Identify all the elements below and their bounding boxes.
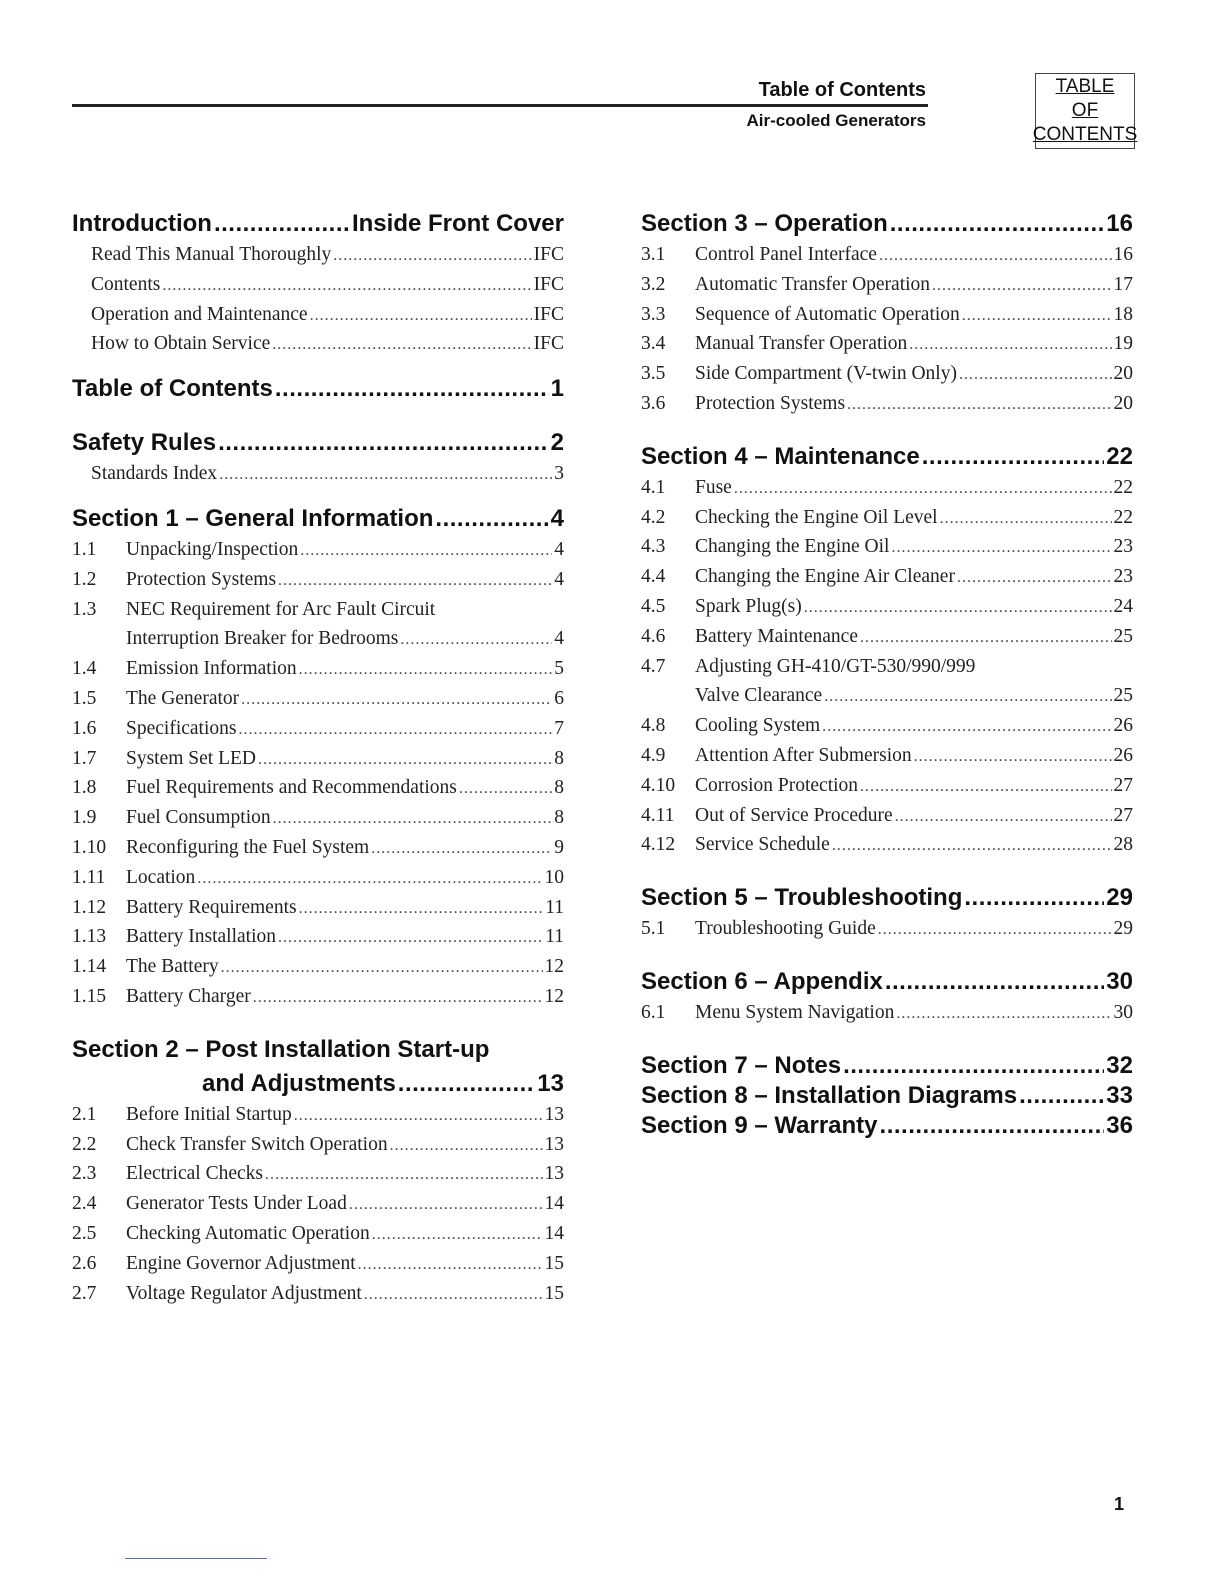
toc-item-continued[interactable] [72, 628, 564, 658]
item-page: IFC [533, 303, 564, 325]
section-title: Introduction [72, 210, 212, 237]
item-page: 22 [1113, 476, 1133, 498]
item-label: Protection Systems [126, 568, 277, 590]
toc-item[interactable] [72, 807, 564, 837]
toc-item[interactable] [641, 918, 1133, 948]
toc-item[interactable] [72, 244, 564, 274]
item-page: 22 [1113, 506, 1133, 528]
item-label: NEC Requirement for Arc Fault Circuit [126, 598, 436, 620]
item-number: 4.7 [641, 655, 666, 677]
toc-item[interactable] [72, 1253, 564, 1283]
item-page: IFC [533, 333, 564, 355]
item-label: Service Schedule [695, 834, 830, 856]
toc-item[interactable] [72, 867, 564, 897]
toc-item[interactable] [72, 1163, 564, 1193]
item-number: 1.11 [72, 866, 106, 888]
item-label: Before Initial Startup [126, 1103, 292, 1125]
item-page: 29 [1113, 918, 1133, 940]
toc-item[interactable] [72, 837, 564, 867]
item-page: 10 [544, 866, 564, 888]
item-number: 4.12 [641, 834, 676, 856]
item-number: 2.2 [72, 1133, 97, 1155]
toc-item[interactable] [72, 688, 564, 718]
toc-item[interactable] [641, 333, 1133, 363]
item-label: Troubleshooting Guide [695, 918, 876, 940]
section-title: Section 2 – Post Installation Start-up [72, 1035, 490, 1063]
section-page: Inside Front Cover [351, 210, 564, 237]
toc-item[interactable] [72, 1193, 564, 1223]
tab-line-3: CONTENTS [1032, 124, 1138, 145]
item-number: 6.1 [641, 1001, 666, 1023]
item-number: 2.6 [72, 1252, 97, 1274]
toc-section-introduction[interactable] [72, 210, 564, 244]
item-number: 4.10 [641, 774, 676, 796]
item-label: Contents [91, 273, 161, 295]
item-label: Fuel Consumption [126, 807, 271, 829]
item-page: 23 [1113, 566, 1133, 588]
toc-item[interactable] [641, 834, 1133, 864]
item-number: 5.1 [641, 918, 666, 940]
toc-right-column [641, 210, 1133, 1142]
item-label: Out of Service Procedure [695, 804, 893, 826]
item-number: 1.1 [72, 538, 97, 560]
toc-item[interactable] [72, 569, 564, 599]
toc-item[interactable] [72, 658, 564, 688]
toc-item[interactable] [641, 363, 1133, 393]
item-label: Automatic Transfer Operation [695, 273, 931, 295]
section-page: 32 [1106, 1051, 1133, 1079]
item-page: 7 [554, 717, 564, 739]
item-page: 14 [544, 1222, 564, 1244]
item-number: 1.5 [72, 687, 97, 709]
item-number: 4.11 [641, 804, 675, 826]
toc-item[interactable] [641, 805, 1133, 835]
section-title: Section 6 – Appendix [641, 967, 883, 995]
section-title: Section 8 – Installation Diagrams [641, 1081, 1018, 1109]
item-number: 3.4 [641, 333, 666, 355]
item-label: Control Panel Interface [695, 244, 877, 265]
item-page: 11 [545, 896, 564, 918]
item-page: 24 [1113, 595, 1133, 617]
item-number: 2.5 [72, 1222, 97, 1244]
toc-item[interactable] [641, 775, 1133, 805]
item-label: Operation and Maintenance [91, 303, 308, 325]
toc-item[interactable] [641, 507, 1133, 537]
item-page: 13 [544, 1133, 564, 1155]
item-number: 1.4 [72, 658, 97, 680]
toc-item[interactable] [641, 715, 1133, 745]
item-label: Cooling System [695, 715, 821, 737]
item-number: 1.7 [72, 747, 97, 769]
item-number: 4.4 [641, 566, 666, 588]
item-page: 8 [554, 807, 564, 829]
item-number: 1.2 [72, 568, 97, 590]
item-label: Emission Information [126, 658, 297, 680]
item-page: 9 [554, 836, 564, 858]
item-page: 20 [1113, 363, 1133, 385]
item-page: 14 [544, 1193, 564, 1215]
item-number: 1.3 [72, 598, 97, 620]
toc-item[interactable] [72, 304, 564, 334]
item-label: Battery Charger [126, 985, 251, 1007]
toc-section-safety-rules[interactable] [72, 429, 564, 463]
toc-item[interactable] [641, 274, 1133, 304]
item-page: 28 [1113, 834, 1133, 856]
item-page: 13 [544, 1103, 564, 1125]
section-page: 22 [1106, 442, 1133, 470]
item-number: 4.3 [641, 536, 666, 558]
item-number: 2.3 [72, 1163, 97, 1185]
toc-item-continued[interactable] [641, 685, 1133, 715]
section-page: 13 [537, 1069, 564, 1097]
section-title: Section 7 – Notes [641, 1051, 842, 1079]
item-number: 1.6 [72, 717, 97, 739]
item-page: 18 [1113, 303, 1133, 325]
item-number: 2.1 [72, 1103, 97, 1125]
item-label: Electrical Checks [126, 1163, 263, 1185]
section-title: Section 5 – Troubleshooting [641, 884, 963, 912]
section-title: Section 4 – Maintenance [641, 442, 920, 470]
tab-line-2: OF [1071, 100, 1099, 121]
toc-item[interactable] [72, 718, 564, 748]
page-number: 1 [1114, 1494, 1125, 1514]
toc-section-6[interactable] [641, 968, 1133, 1002]
item-number: 2.7 [72, 1282, 97, 1304]
item-number: 3.6 [641, 392, 666, 414]
toc-item[interactable] [641, 536, 1133, 566]
item-number: 3.3 [641, 303, 666, 325]
toc-section-4[interactable] [641, 443, 1133, 477]
toc-item[interactable] [72, 748, 564, 778]
item-label: Adjusting GH-410/GT-530/990/999 [695, 655, 976, 677]
section-page: 1 [550, 375, 564, 403]
toc-section-3[interactable] [641, 210, 1133, 244]
toc-section-7[interactable] [641, 1052, 1133, 1082]
item-label: Check Transfer Switch Operation [126, 1133, 388, 1155]
item-number: 3.2 [641, 273, 666, 295]
item-page: 27 [1113, 804, 1133, 826]
section-title: Section 3 – Operation [641, 210, 888, 237]
item-page: 20 [1113, 392, 1133, 414]
item-label: Battery Installation [126, 926, 277, 948]
item-label: Manual Transfer Operation [695, 333, 908, 355]
item-label: Menu System Navigation [695, 1001, 895, 1023]
toc-section-2-title-line1[interactable] [72, 1036, 564, 1070]
item-number: 1.8 [72, 777, 97, 799]
item-label: Spark Plug(s) [695, 595, 802, 617]
footer-link-underline [125, 1558, 267, 1559]
section-title: Section 1 – General Information [72, 504, 434, 532]
item-page: 16 [1113, 244, 1133, 265]
toc-item[interactable] [72, 599, 564, 629]
item-page: 25 [1113, 625, 1133, 647]
header-rule [72, 104, 928, 107]
section-title: Safety Rules [72, 429, 217, 457]
toc-item[interactable] [72, 274, 564, 304]
item-label: Valve Clearance [695, 685, 823, 707]
item-page: 30 [1113, 1001, 1133, 1023]
item-page: 4 [554, 628, 564, 650]
item-number: 3.5 [641, 363, 666, 385]
toc-section-2-title-line2[interactable] [72, 1070, 564, 1104]
item-label: Protection Systems [695, 392, 846, 414]
toc-item[interactable] [641, 656, 1133, 686]
toc-section-5[interactable] [641, 884, 1133, 918]
toc-item[interactable] [641, 566, 1133, 596]
item-page: IFC [533, 273, 564, 295]
item-page: 4 [554, 568, 564, 590]
toc-item[interactable] [72, 1104, 564, 1134]
header-subtitle: Air-cooled Generators [746, 111, 926, 130]
item-page: 15 [544, 1282, 564, 1304]
item-label: Interruption Breaker for Bedrooms [126, 628, 399, 650]
item-label: Voltage Regulator Adjustment [126, 1282, 362, 1304]
item-label: Sequence of Automatic Operation [695, 303, 960, 325]
section-page: 30 [1106, 967, 1133, 995]
item-label: Attention After Submersion [695, 744, 912, 766]
item-page: 4 [554, 538, 564, 560]
item-page: 25 [1113, 685, 1133, 707]
section-title: Table of Contents [72, 375, 273, 403]
item-number: 4.1 [641, 476, 666, 498]
item-label: Generator Tests Under Load [126, 1193, 347, 1215]
item-number: 2.4 [72, 1193, 97, 1215]
item-page: 3 [554, 463, 564, 485]
toc-item[interactable] [641, 1002, 1133, 1032]
section-page: 29 [1106, 884, 1133, 912]
item-page: 17 [1113, 273, 1133, 295]
toc-section-8[interactable] [641, 1082, 1133, 1112]
item-label: Battery Maintenance [695, 625, 858, 647]
toc-item[interactable] [72, 897, 564, 927]
item-page: 12 [544, 985, 564, 1007]
item-page: 5 [554, 658, 564, 680]
item-number: 4.2 [641, 506, 666, 528]
toc-left-column [72, 210, 564, 1312]
item-label: Engine Governor Adjustment [126, 1252, 356, 1274]
item-label: Fuse [695, 476, 732, 498]
item-label: The Battery [126, 956, 219, 978]
item-number: 1.10 [72, 836, 107, 858]
item-page: 8 [554, 747, 564, 769]
item-page: 6 [554, 687, 564, 709]
item-label: Read This Manual Thoroughly [91, 244, 332, 265]
item-label: Unpacking/Inspection [126, 538, 299, 560]
section-page: 33 [1106, 1081, 1133, 1109]
toc-item[interactable] [72, 1134, 564, 1164]
item-page: 26 [1113, 715, 1133, 737]
item-number: 1.9 [72, 807, 97, 829]
item-label: How to Obtain Service [91, 333, 271, 355]
toc-section-table-of-contents[interactable] [72, 375, 564, 409]
toc-item[interactable] [72, 986, 564, 1016]
item-page: 11 [545, 926, 564, 948]
toc-section-1[interactable] [72, 505, 564, 539]
toc-item[interactable] [72, 777, 564, 807]
item-label: Fuel Requirements and Recommendations [126, 777, 457, 799]
item-page: 8 [554, 777, 564, 799]
item-page: 15 [544, 1252, 564, 1274]
toc-item[interactable] [641, 304, 1133, 334]
item-label: Battery Requirements [126, 896, 297, 918]
item-number: 4.6 [641, 625, 666, 647]
header-title: Table of Contents [758, 79, 926, 101]
item-number: 4.5 [641, 595, 666, 617]
toc-item[interactable] [641, 477, 1133, 507]
toc-item[interactable] [72, 333, 564, 363]
item-number: 1.15 [72, 985, 107, 1007]
item-number: 4.9 [641, 744, 666, 766]
section-page: 16 [1106, 210, 1133, 237]
toc-item[interactable] [72, 1283, 564, 1313]
item-label: The Generator [126, 687, 240, 709]
item-page: 12 [544, 956, 564, 978]
section-title-continued: and Adjustments [202, 1069, 396, 1097]
toc-item[interactable] [72, 926, 564, 956]
toc-item[interactable] [641, 745, 1133, 775]
toc-item[interactable] [72, 956, 564, 986]
item-number: 3.1 [641, 244, 666, 265]
item-label: Checking the Engine Oil Level [695, 506, 938, 528]
section-page: 2 [550, 429, 564, 457]
item-page: 26 [1113, 744, 1133, 766]
item-number: 1.12 [72, 896, 107, 918]
item-number: 1.13 [72, 926, 107, 948]
section-page: 36 [1106, 1111, 1133, 1139]
section-title: Section 9 – Warranty [641, 1111, 878, 1139]
item-page: 13 [544, 1163, 564, 1185]
toc-section-9[interactable] [641, 1112, 1133, 1142]
section-page: 4 [550, 504, 564, 532]
item-label: Reconfiguring the Fuel System [126, 836, 370, 858]
toc-item[interactable] [641, 393, 1133, 423]
item-label: Location [126, 866, 196, 888]
tab-line-1: TABLE [1055, 76, 1115, 97]
item-label: Changing the Engine Oil [695, 536, 890, 558]
toc-item[interactable] [641, 244, 1133, 274]
item-number: 1.14 [72, 956, 107, 978]
item-label: Checking Automatic Operation [126, 1222, 370, 1244]
item-label: Specifications [126, 717, 237, 739]
item-label: Corrosion Protection [695, 774, 859, 796]
toc-item[interactable] [72, 1223, 564, 1253]
item-label: System Set LED [126, 747, 256, 769]
item-page: 19 [1113, 333, 1133, 355]
item-label: Standards Index [91, 463, 218, 485]
item-label: Side Compartment (V-twin Only) [695, 363, 957, 385]
item-page: 27 [1113, 774, 1133, 796]
toc-item[interactable] [641, 596, 1133, 626]
section-tab [1032, 73, 1138, 149]
toc-item[interactable] [641, 626, 1133, 656]
item-page: 23 [1113, 536, 1133, 558]
item-number: 4.8 [641, 715, 666, 737]
item-page: IFC [533, 244, 564, 265]
toc-item[interactable] [72, 463, 564, 493]
toc-item[interactable] [72, 539, 564, 569]
item-label: Changing the Engine Air Cleaner [695, 566, 955, 588]
